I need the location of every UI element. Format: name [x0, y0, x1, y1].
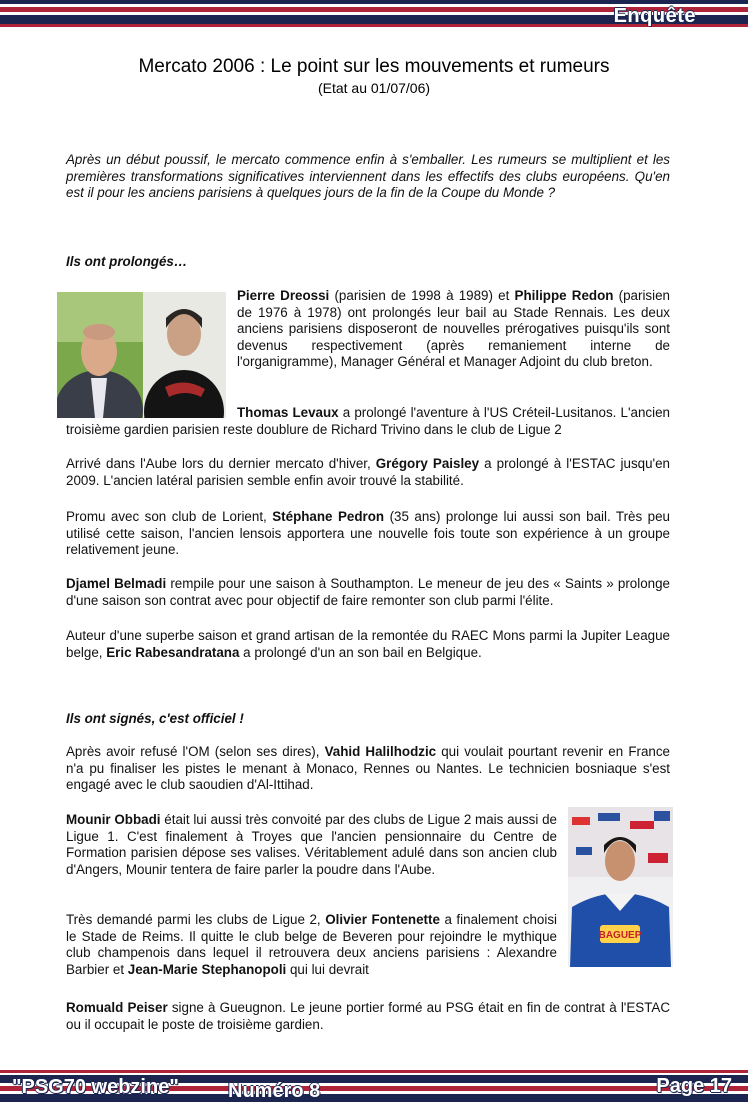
page-subtitle: (Etat au 01/07/06)	[317, 80, 431, 96]
paragraph-rabesandratana: Auteur d'une superbe saison et grand artisan de la remontée du RAEC Mons parmi la Jupiter League belge, Eric Rabesandratana a prolongé d'un an son bail en Belgique.	[66, 628, 670, 660]
paragraph-levaux: Thomas Levaux a prolongé l'aventure à l'US Créteil-Lusitanos. L'ancien troisième gardien parisien reste doublure de Richard Trivino dans le club de Ligue 2	[66, 405, 670, 437]
section-label: Enquête	[613, 5, 696, 27]
paragraph-fontenette: Très demandé parmi les clubs de Ligue 2, Olivier Fontenette a finalement choisi le Stade de Reims. Il quitte le club belge de Beveren pour rejoindre le mythique club champenois dans lequel il retrouvera deux anciens parisiens : Alexandre Barbier et Jean-Marie Stephanopoli qui lui devrait	[66, 912, 558, 977]
footer-issue-number: Numéro 8	[228, 1080, 321, 1102]
photo-obbadi	[568, 807, 673, 967]
paragraph-pedron: Promu avec son club de Lorient, Stéphane Pedron (35 ans) prolonge lui aussi son bail. Très peu utilisé cette saison, l'ancien lensois apportera une nouvelle fois toute son expérience à un groupe relativement jeune.	[66, 509, 671, 557]
section-heading-signes: Ils ont signés, c'est officiel !	[66, 711, 244, 726]
photo-dreossi-redon	[57, 292, 226, 418]
sponsor-logo-text: BAGUEP	[598, 930, 642, 941]
page-title: Mercato 2006 : Le point sur les mouvements et rumeurs	[138, 56, 610, 77]
footer-page-number: Page 17	[656, 1075, 732, 1097]
paragraph-halilhodzic: Après avoir refusé l'OM (selon ses dires), Vahid Halilhodzic qui voulait pourtant revenir en France n'a pu finaliser les pistes le menant à Monaco, Rennes ou Nantes. Le technicien bosniaque s'est engagé avec le club saoudien d'Al-Ittihad.	[66, 744, 670, 792]
paragraph-paisley: Arrivé dans l'Aube lors du dernier mercato d'hiver, Grégory Paisley a prolongé à l'ESTAC jusqu'en 2009. L'ancien latéral parisien semble enfin avoir trouvé la stabilité.	[66, 456, 670, 488]
footer-webzine: "PSG70 webzine"	[12, 1076, 179, 1098]
paragraph-dreossi-redon: Pierre Dreossi (parisien de 1998 à 1989) et Philippe Redon (parisien de 1976 à 1978) ont prolongés leur bail au Stade Rennais. Les deux anciens parisiens disposeront de nouvelles prérogatives puisqu'ils sont devenus respectivement (après remaniement interne de l'organigramme), Manager Général et Manager Adjoint du club breton.	[237, 288, 670, 369]
paragraph-obbadi: Mounir Obbadi était lui aussi très convoité par des clubs de Ligue 2 mais aussi de Ligue 1. C'est finalement à Troyes que l'ancien pensionnaire du Centre de Formation parisien dépose ses valises. Véritablement adulé dans son ancien club d'Angers, Mounir tentera de faire parler la poudre dans l'Aube.	[66, 812, 557, 877]
paragraph-belmadi: Djamel Belmadi rempile pour une saison à Southampton. Le meneur de jeu des « Saints » prolonge d'une saison son contrat avec pour objectif de faire remonter son club parmi l'élite.	[66, 576, 670, 608]
paragraph-peiser: Romuald Peiser signe à Gueugnon. Le jeune portier formé au PSG était en fin de contrat à l'ESTAC ou il occupait le poste de troisième gardien.	[66, 1000, 670, 1032]
title-block	[0, 56, 748, 96]
section-heading-prolonges: Ils ont prolongés…	[66, 254, 188, 269]
intro-paragraph: Après un début poussif, le mercato commence enfin à s'emballer. Les rumeurs se multiplient et les premières transformations significatives interviennent dans les effectifs des clubs européens. Qu'en est il pour les anciens parisiens à quelques jours de la fin de la Coupe du Monde ?	[66, 152, 670, 200]
